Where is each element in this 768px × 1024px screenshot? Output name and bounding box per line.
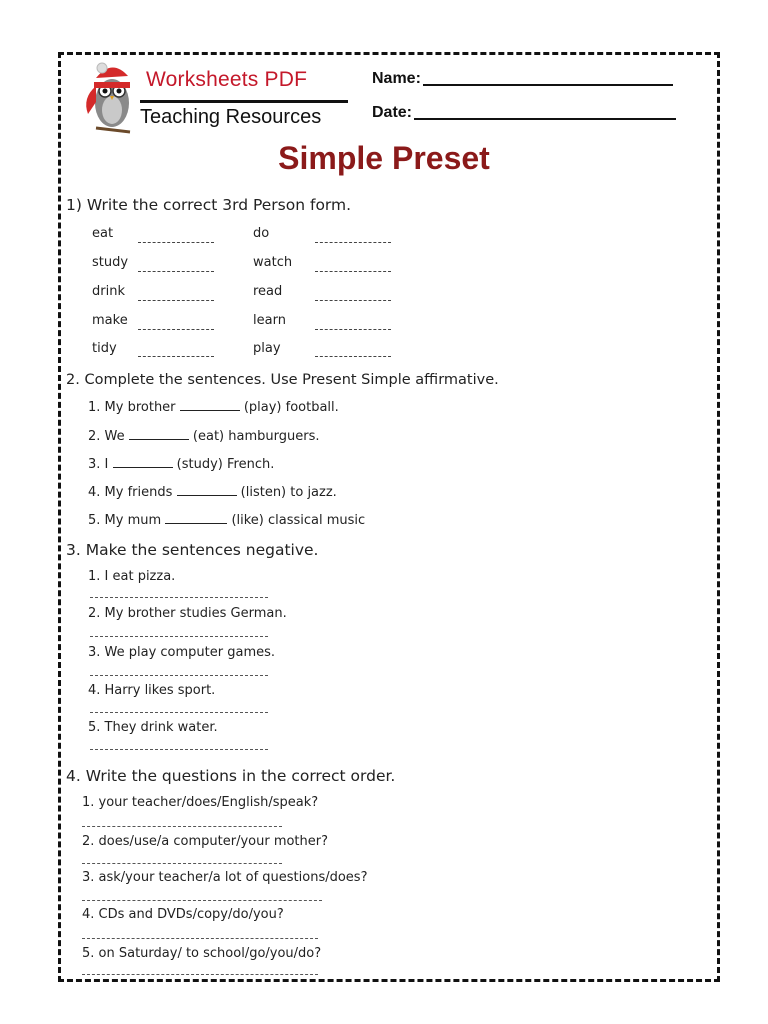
- answer-line[interactable]: [82, 938, 318, 939]
- fill-blank[interactable]: [129, 438, 189, 440]
- brand-subtitle: Teaching Resources: [140, 106, 322, 128]
- sentence-item: 1. My brother (play) football.: [88, 400, 339, 415]
- answer-line[interactable]: [315, 329, 391, 330]
- sentence-item: 2. We (eat) hamburguers.: [88, 429, 320, 444]
- date-field[interactable]: [372, 104, 676, 122]
- answer-line[interactable]: [90, 749, 268, 750]
- answer-line[interactable]: [315, 271, 391, 272]
- date-label: Date:: [372, 104, 413, 121]
- answer-line[interactable]: [82, 974, 318, 975]
- answer-line[interactable]: [90, 636, 268, 637]
- answer-line[interactable]: [82, 900, 322, 901]
- sentence-item: 5. on Saturday/ to school/go/you/do?: [82, 946, 322, 961]
- word-item: eat: [92, 226, 114, 241]
- word-item: learn: [253, 313, 286, 328]
- word-item: play: [253, 341, 281, 356]
- word-item: drink: [92, 284, 125, 299]
- owl-logo-icon: [82, 58, 144, 144]
- answer-line[interactable]: [138, 242, 214, 243]
- answer-line[interactable]: [138, 356, 214, 357]
- answer-line[interactable]: [90, 597, 268, 598]
- sentence-item: 4. Harry likes sport.: [88, 683, 216, 698]
- answer-line[interactable]: [315, 300, 391, 301]
- sentence-item: 4. My friends (listen) to jazz.: [88, 485, 337, 500]
- word-item: make: [92, 313, 128, 328]
- fill-blank[interactable]: [180, 409, 240, 411]
- word-item: read: [253, 284, 283, 299]
- section-2-heading: 2. Complete the sentences. Use Present Simple affirmative.: [66, 372, 499, 388]
- section-4-heading: 4. Write the questions in the correct order.: [66, 767, 396, 785]
- fill-blank[interactable]: [165, 522, 227, 524]
- answer-line[interactable]: [138, 300, 214, 301]
- brand-divider: [140, 100, 348, 103]
- answer-line[interactable]: [90, 675, 268, 676]
- fill-blank[interactable]: [177, 494, 237, 496]
- name-label: Name:: [372, 70, 421, 87]
- sentence-item: 5. My mum (like) classical music: [88, 513, 366, 528]
- brand-title: Worksheets PDF: [146, 68, 308, 91]
- name-input-line[interactable]: [423, 83, 673, 86]
- section-1-heading: 1) Write the correct 3rd Person form.: [66, 196, 352, 214]
- answer-line[interactable]: [138, 271, 214, 272]
- word-item: watch: [253, 255, 293, 270]
- section-3-heading: 3. Make the sentences negative.: [66, 541, 319, 559]
- sentence-item: 2. My brother studies German.: [88, 606, 287, 621]
- answer-line[interactable]: [90, 712, 268, 713]
- sentence-item: 4. CDs and DVDs/copy/do/you?: [82, 907, 284, 922]
- fill-blank[interactable]: [113, 466, 173, 468]
- sentence-item: 3. We play computer games.: [88, 645, 276, 660]
- answer-line[interactable]: [315, 242, 391, 243]
- answer-line[interactable]: [315, 356, 391, 357]
- sentence-item: 5. They drink water.: [88, 720, 218, 735]
- word-item: do: [253, 226, 270, 241]
- sentence-item: 1. your teacher/does/English/speak?: [82, 795, 319, 810]
- sentence-item: 1. I eat pizza.: [88, 569, 176, 584]
- sentence-item: 3. ask/your teacher/a lot of questions/does?: [82, 870, 368, 885]
- word-item: tidy: [92, 341, 117, 356]
- answer-line[interactable]: [82, 863, 282, 864]
- sentence-item: 3. I (study) French.: [88, 457, 275, 472]
- page-title: Simple Preset: [278, 140, 490, 176]
- name-field[interactable]: [372, 70, 673, 88]
- word-item: study: [92, 255, 129, 270]
- answer-line[interactable]: [138, 329, 214, 330]
- date-input-line[interactable]: [414, 117, 676, 120]
- answer-line[interactable]: [82, 826, 282, 827]
- sentence-item: 2. does/use/a computer/your mother?: [82, 834, 329, 849]
